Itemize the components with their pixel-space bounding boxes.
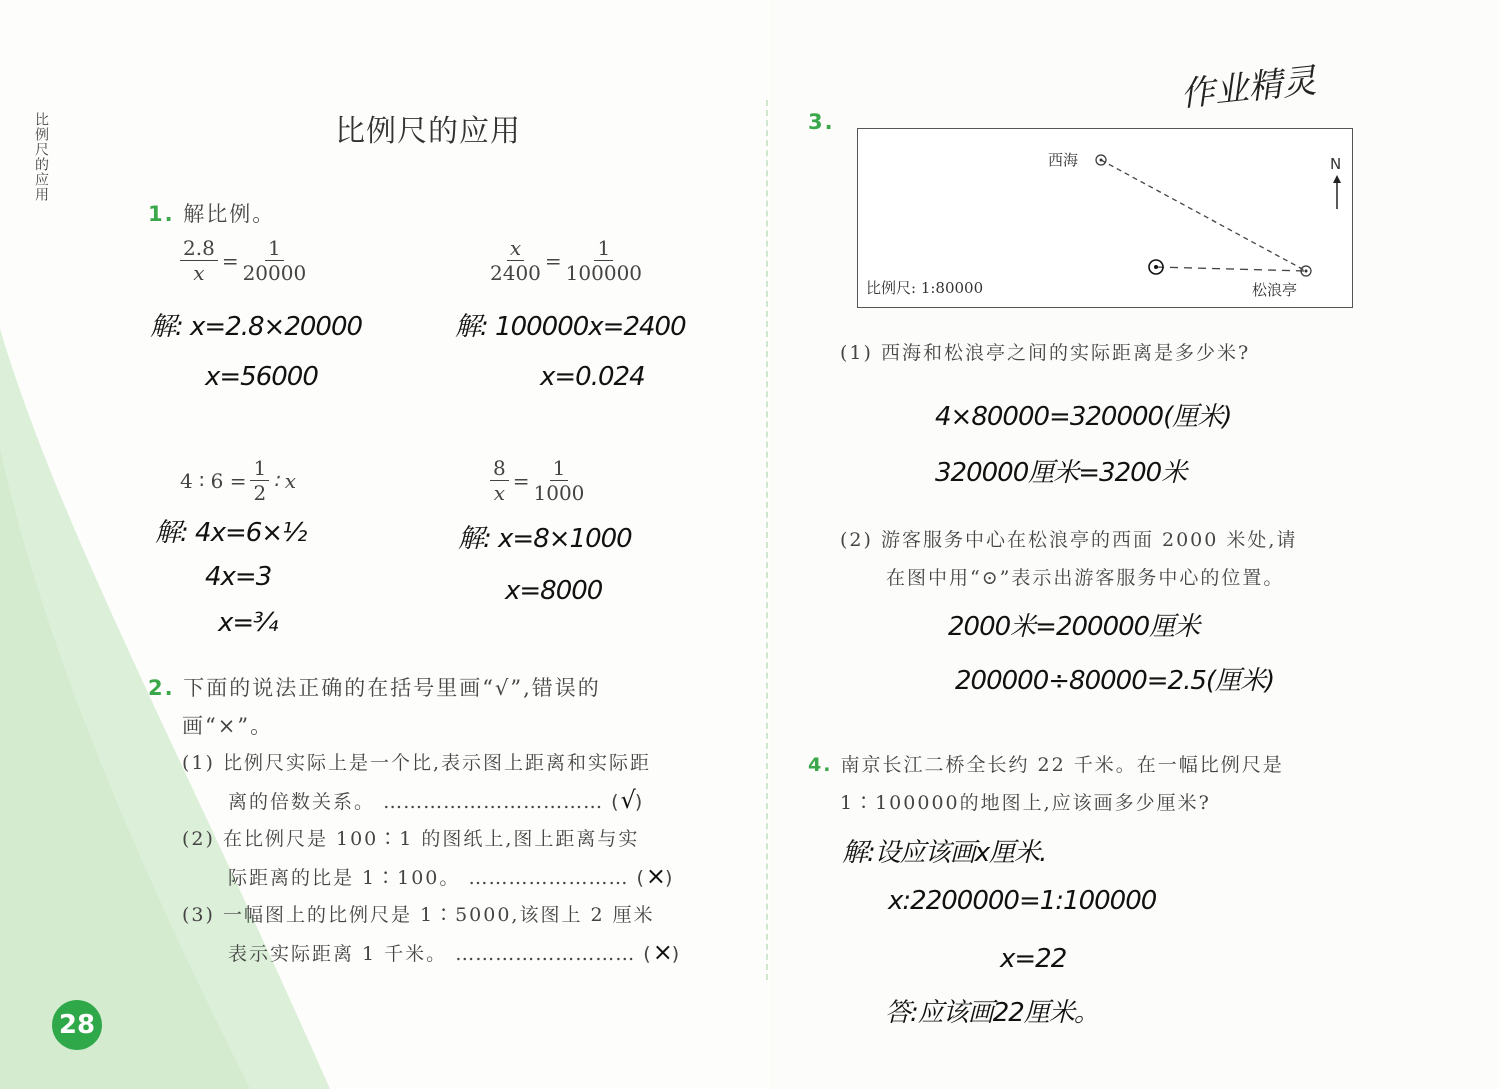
q1c-work-2: 4x=3 <box>205 562 272 592</box>
q1b-rhs: $\frac{1}{100000}$ <box>565 236 643 285</box>
page-binding <box>766 100 780 980</box>
page-title: 比例尺的应用 <box>335 114 521 149</box>
map-scale: 比例尺: 1:80000 <box>866 279 984 297</box>
q1b-equation: $\frac{x}{2400}$ = $\frac{1}{100000}$ <box>490 236 643 285</box>
map-label-songlangting: 松浪亭 <box>1252 281 1298 299</box>
q1-prompt: 解比例。 <box>183 202 276 226</box>
map-label-xihai: 西海 <box>1048 151 1079 169</box>
q2-item2-line2: 际距离的比是 1∶100。 …………………… (×) <box>228 862 675 890</box>
q2-item3-line2: 表示实际距离 1 千米。 ……………………… (×) <box>228 938 682 966</box>
q1a-rhs: $\frac{1}{20000}$ <box>242 236 307 285</box>
q2-item2-line1: (2) 在比例尺是 100∶1 的图纸上,图上距离与实 <box>182 828 640 850</box>
q1a-lhs: $\frac{2.8}{x}$ <box>180 236 218 285</box>
side-tab: 比例尺的应用 <box>33 112 49 202</box>
q3-map <box>857 128 1353 308</box>
corner-decoration <box>0 329 330 1089</box>
q3-work2-line1: 2000米=200000厘米 <box>948 612 1200 642</box>
q1d-lhs: $\frac{8}{x}$ <box>490 456 509 505</box>
q2-item1-line2: 离的倍数关系。 …………………………… (√) <box>228 786 645 814</box>
q4-work-3: x=22 <box>1000 944 1067 974</box>
map-label-north: N <box>1330 155 1342 173</box>
q2-item1-line1: (1) 比例尺实际上是一个比,表示图上距离和实际距 <box>182 752 651 774</box>
q1c-equation: 4 ∶ 6 = $\frac{1}{2}$ ∶ x <box>180 456 297 505</box>
q2-prompt-line2: 画“×”。 <box>182 714 274 738</box>
q4-line1: 4. 南京长江二桥全长约 22 千米。在一幅比例尺是 <box>808 754 1284 776</box>
q3-work1-line2: 320000厘米=3200米 <box>935 458 1187 488</box>
q2-item3-answer: × <box>652 938 672 966</box>
page-number-badge: 28 <box>52 1000 102 1050</box>
q1a-equation: $\frac{2.8}{x}$ = $\frac{1}{20000}$ <box>180 236 306 285</box>
q1b-work-2: x=0.024 <box>540 362 645 392</box>
q4-work-1: 解:设应该画x厘米. <box>842 838 1047 868</box>
q1c-work-1: 解: 4x=6×½ <box>155 518 307 548</box>
q4-number: 4. <box>808 754 833 776</box>
q2-item2-answer: × <box>645 862 666 890</box>
q1a-work-2: x=56000 <box>205 362 318 392</box>
q3-work2-line2: 200000÷80000=2.5(厘米) <box>955 666 1275 696</box>
q3-number: 3. <box>808 110 835 134</box>
logo-handwritten: 作业精灵 <box>1178 60 1319 115</box>
q3-sub2-line1: (2) 游客服务中心在松浪亭的西面 2000 米处,请 <box>840 529 1298 551</box>
q1-header <box>148 198 275 228</box>
dashed-route-horizontal <box>1156 267 1306 271</box>
dashed-route-diagonal <box>1101 160 1306 271</box>
q2-item3-line1: (3) 一幅图上的比例尺是 1∶5000,该图上 2 厘米 <box>182 904 655 926</box>
q1b-lhs: $\frac{x}{2400}$ <box>490 236 541 285</box>
q3-sub2-line2: 在图中用“⊙”表示出游客服务中心的位置。 <box>886 567 1285 589</box>
q4-line2: 1∶100000的地图上,应该画多少厘米? <box>840 792 1211 814</box>
q4-work-4: 答:应该画22厘米。 <box>885 998 1099 1028</box>
q1c-work-3: x=¾ <box>218 608 278 638</box>
q2-number: 2. <box>148 676 175 700</box>
q1d-equation: $\frac{8}{x}$ = $\frac{1}{1000}$ <box>490 456 584 505</box>
q1a-work-1: 解: x=2.8×20000 <box>150 312 363 342</box>
q3-sub1: (1) 西海和松浪亭之间的实际距离是多少米? <box>840 342 1251 364</box>
q1d-work-1: 解: x=8×1000 <box>458 524 632 554</box>
q2-item1-answer: √ <box>620 786 635 814</box>
q1d-rhs: $\frac{1}{1000}$ <box>533 456 585 505</box>
q1b-work-1: 解: 100000x=2400 <box>455 312 686 342</box>
q3-work1-line1: 4×80000=320000(厘米) <box>935 402 1232 432</box>
q1c-frac: $\frac{1}{2}$ <box>250 456 269 505</box>
q4-work-2: x:2200000=1:100000 <box>888 886 1157 916</box>
q1d-work-2: x=8000 <box>505 576 603 606</box>
q1-number: 1. <box>148 202 175 226</box>
q2-prompt-line1: 2. 下面的说法正确的在括号里画“√”,错误的 <box>148 676 601 700</box>
